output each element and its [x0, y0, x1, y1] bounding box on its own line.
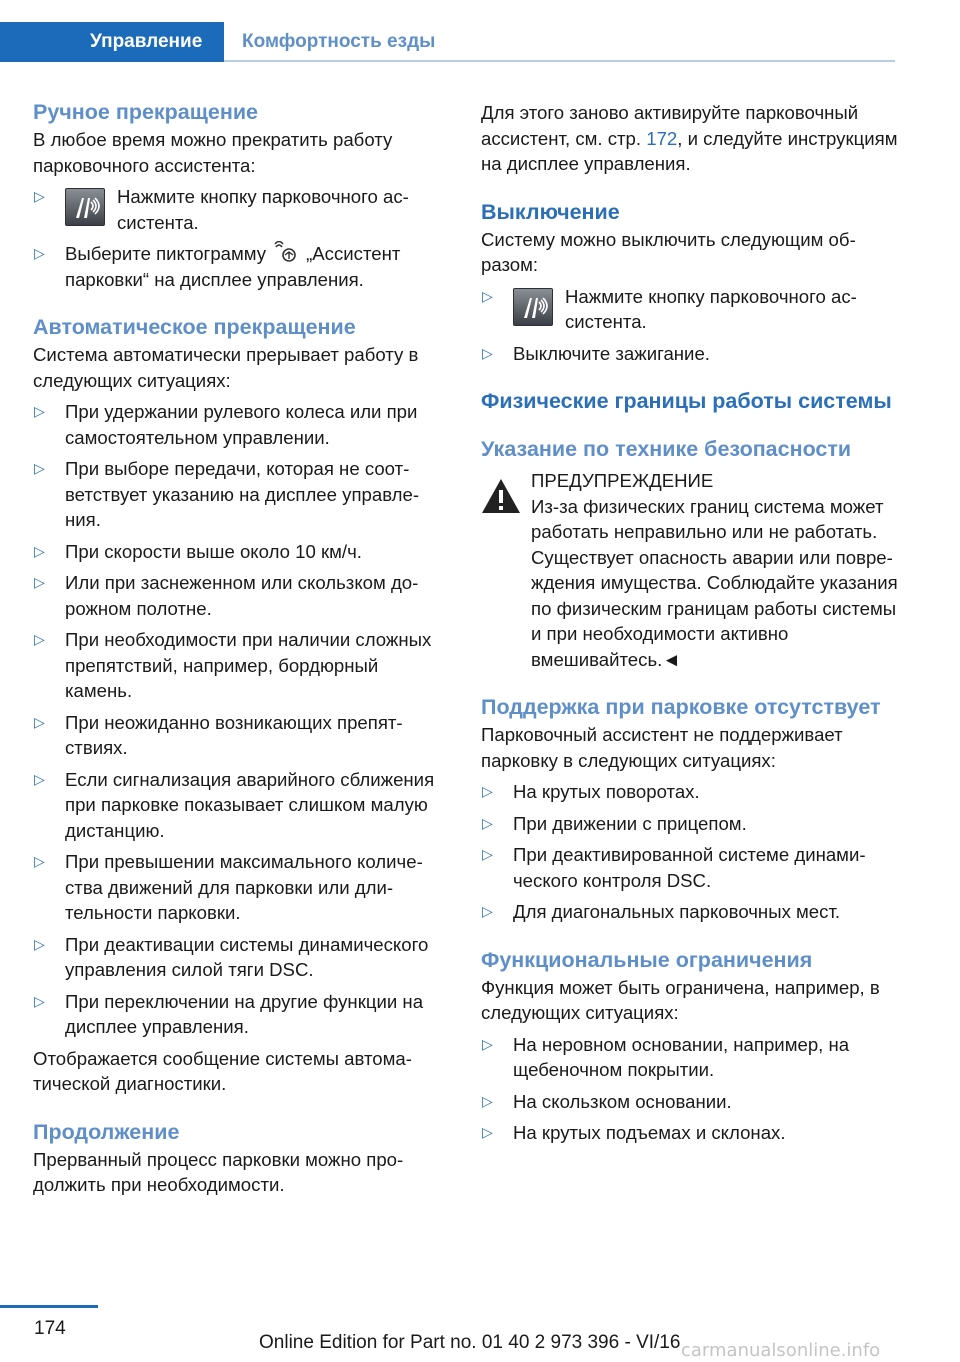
- triangle-bullet-icon: ▷: [482, 344, 493, 361]
- list-item-text: При движении с прицепом.: [513, 812, 747, 834]
- section-title-safety: Указание по технике безопасности: [481, 437, 852, 461]
- triangle-bullet-icon: ▷: [482, 814, 493, 831]
- list-item-text: Нажмите кнопку парковочного ассистента.: [117, 186, 409, 233]
- list-item-text: На неровном основании, например, на щебеночном покрытии.: [513, 1033, 850, 1080]
- list-item: [33, 539, 448, 565]
- triangle-bullet-icon: ▷: [482, 783, 493, 799]
- list-item: [481, 899, 901, 925]
- triangle-bullet-icon: ▷: [482, 287, 493, 304]
- list-item-text: На крутых поворотах.: [513, 781, 700, 802]
- list-item: [33, 627, 448, 704]
- list-item-text: При переключении на другие функции на дисплее управления.: [65, 990, 424, 1037]
- header-tab-control: Управление: [0, 22, 224, 62]
- triangle-bullet-icon: ▷: [482, 1124, 493, 1140]
- page-header: [0, 0, 895, 62]
- warning-text-span: Из-за физических границ система может работать неправильно или не работать. Существует опасность аварии или повреждения имущества. Соблюдайте указания по физическим границам работы системы и при необходимости активно вмешивайтесь.◄: [531, 495, 898, 670]
- list-item: [33, 767, 448, 844]
- edition-note: Online Edition for Part no. 01 40 2 973 396 - VI/16: [259, 1332, 681, 1353]
- bullet-list: [481, 1032, 901, 1146]
- list-item: [481, 284, 901, 335]
- list-item-text: При деактивированной системе динамического контроля DSC.: [513, 844, 866, 891]
- bullet-list: [33, 399, 448, 1040]
- paragraph: Прерванный процесс парковки можно продолжить при необходимости.: [33, 1148, 404, 1195]
- list-item-text: Если сигнализация аварийного сближения при парковке показывает слишком малую дистанцию.: [65, 768, 435, 841]
- parking-assistant-button-icon: [65, 188, 105, 226]
- paragraph: Парковочный ассистент не поддерживает парковку в следующих ситуациях:: [481, 724, 843, 771]
- list-item-text: „Ассистент парковки“ на дисплее управления.: [65, 243, 401, 290]
- paragraph: [481, 100, 901, 177]
- section-title-switch-off: Выключение: [481, 199, 620, 224]
- triangle-bullet-icon: ▷: [482, 846, 493, 862]
- triangle-bullet-icon: ▷: [34, 770, 45, 787]
- triangle-bullet-icon: ▷: [34, 853, 45, 869]
- list-item-text: Или при заснеженном или скользком дорожном полотне.: [65, 572, 419, 619]
- bullet-list: [481, 779, 901, 925]
- triangle-bullet-icon: ▷: [482, 1092, 493, 1109]
- list-item: [481, 1089, 901, 1115]
- text-span: Для этого заново активируйте парковочный ассистент, см. стр.: [481, 102, 859, 149]
- bullet-list: [33, 184, 448, 292]
- paragraph: Систему можно выключить следующим образом:: [481, 228, 856, 275]
- warning-heading: ПРЕДУПРЕЖДЕНИЕ: [531, 470, 714, 491]
- triangle-bullet-icon: ▷: [482, 903, 493, 919]
- page-link[interactable]: 172: [646, 127, 678, 149]
- list-item: [33, 849, 448, 926]
- list-item: [33, 932, 448, 983]
- list-item: [33, 241, 448, 292]
- list-item-text: При неожиданно возникающих препятствиях.: [65, 711, 403, 758]
- triangle-bullet-icon: ▷: [34, 574, 45, 590]
- triangle-bullet-icon: ▷: [34, 542, 45, 559]
- warning-text: [481, 494, 901, 673]
- paragraph: Функция может быть ограничена, например, в следующих ситуациях:: [481, 976, 880, 1023]
- list-item-text: На крутых подъемах и склонах.: [513, 1122, 786, 1143]
- footer-accent-line: [0, 1305, 98, 1308]
- paragraph: Отображается сообщение системы автоматической диагностики.: [33, 1047, 412, 1094]
- section-title-func-limits: Функциональные ограничения: [481, 947, 813, 972]
- list-item-text: Выберите пиктограмму: [65, 243, 267, 264]
- list-item: [33, 710, 448, 761]
- triangle-bullet-icon: ▷: [34, 631, 45, 647]
- list-item: [481, 842, 901, 893]
- parking-assistant-button-icon: [513, 288, 553, 326]
- warning-triangle-icon: [481, 478, 521, 514]
- paragraph: В любое время можно прекратить работу парковочного ассистента:: [33, 129, 393, 176]
- list-item: [33, 570, 448, 621]
- parking-pictogram-icon: [274, 241, 300, 263]
- right-column: [481, 100, 901, 1152]
- list-item: [481, 811, 901, 837]
- triangle-bullet-icon: ▷: [34, 245, 45, 261]
- section-title-manual-stop: Ручное прекращение: [33, 100, 259, 124]
- list-item: [33, 184, 448, 235]
- triangle-bullet-icon: ▷: [34, 935, 45, 952]
- list-item-text: При необходимости при наличии сложных препятствий, например, бордюрный камень.: [65, 629, 432, 701]
- header-tab-comfort: Комфортность езды: [242, 31, 436, 52]
- section-title-no-support: Поддержка при парковке отсутствует: [481, 695, 881, 719]
- section-title-auto-stop: Автоматическое прекращение: [33, 315, 356, 339]
- triangle-bullet-icon: ▷: [34, 992, 45, 1009]
- list-item-text: При деактивации системы динамического управления силой тяги DSC.: [65, 933, 429, 980]
- triangle-bullet-icon: ▷: [34, 713, 45, 730]
- list-item-text: Для диагональных парковочных мест.: [513, 901, 841, 922]
- list-item-text: На скользком основании.: [513, 1090, 732, 1112]
- page-number: 174: [34, 1318, 66, 1339]
- list-item: [33, 989, 448, 1040]
- text-span: , и следуйте инструкциям на дисплее управления.: [481, 127, 898, 174]
- list-item: [33, 456, 448, 533]
- section-title-physical-limits: Физические границы работы системы: [481, 389, 892, 413]
- list-item-text: Нажмите кнопку парковочного ассистента.: [565, 285, 857, 332]
- triangle-bullet-icon: ▷: [482, 1035, 493, 1052]
- list-item-text: При выборе передачи, которая не соответствует указанию на дисплее управления.: [65, 458, 420, 530]
- watermark: carmanualsonline.info: [681, 1340, 881, 1361]
- list-item-text: При удержании рулевого колеса или при самостоятельном управлении.: [65, 401, 418, 448]
- paragraph: Система автоматически прерывает работу в следующих ситуациях:: [33, 344, 419, 391]
- list-item: [481, 779, 901, 805]
- bullet-list: [481, 284, 901, 367]
- left-column: [33, 100, 448, 1198]
- list-item: [33, 399, 448, 450]
- warning-block: [481, 468, 901, 672]
- triangle-bullet-icon: ▷: [34, 188, 45, 204]
- list-item-text: Выключите зажигание.: [513, 342, 710, 364]
- list-item-text: При скорости выше около 10 км/ч.: [65, 540, 362, 562]
- triangle-bullet-icon: ▷: [34, 403, 45, 419]
- list-item-text: При превышении максимального количества движений для парковки или длительности парковки.: [65, 851, 423, 923]
- list-item: [481, 341, 901, 367]
- list-item: [481, 1032, 901, 1083]
- list-item: [481, 1120, 901, 1146]
- triangle-bullet-icon: ▷: [34, 460, 45, 476]
- section-title-continue: Продолжение: [33, 1119, 180, 1144]
